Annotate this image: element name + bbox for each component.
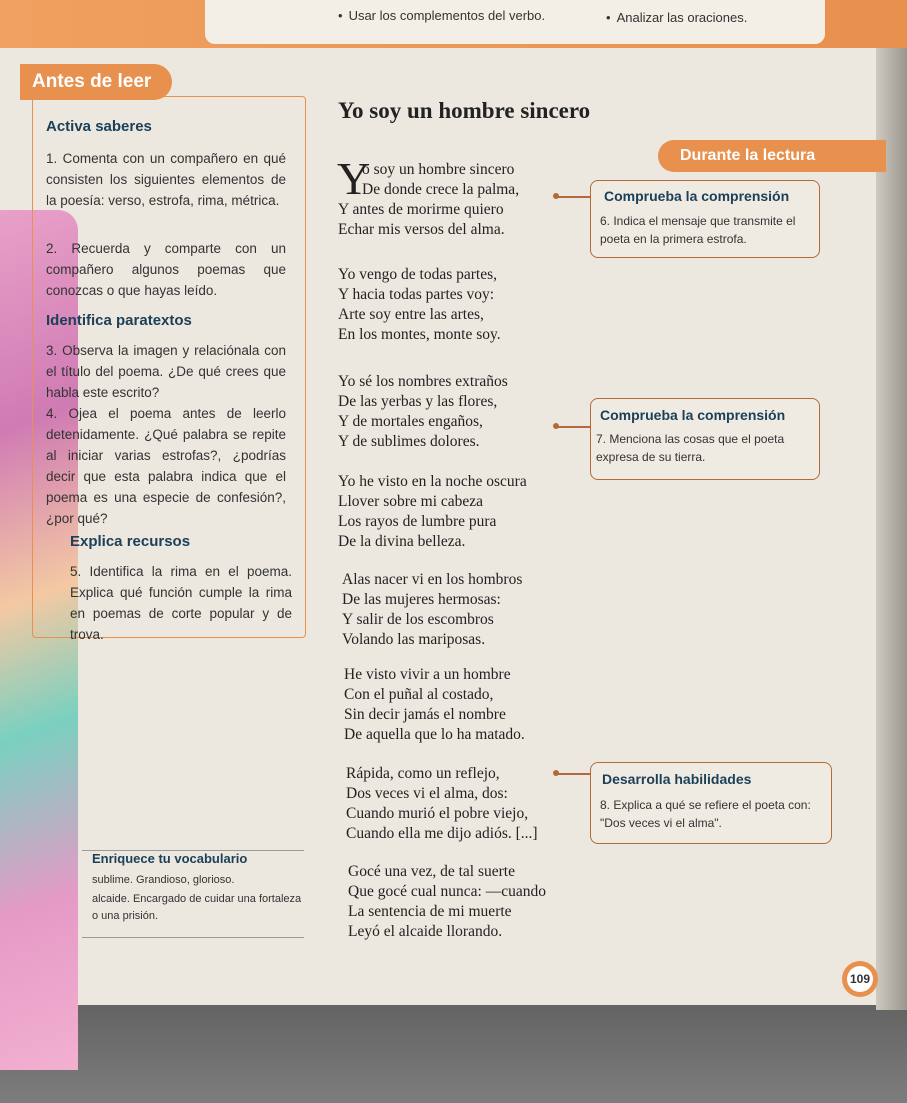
verse: De aquella que lo ha matado. — [344, 726, 525, 743]
verse: Con el puñal al costado, — [344, 686, 494, 703]
verse: Cuando ella me dijo adiós. [...] — [346, 825, 538, 842]
objective-item: • Analizar las oraciones. — [606, 10, 747, 25]
verse: Y salir de los escombros — [342, 611, 494, 628]
section-heading: Explica recursos — [70, 533, 191, 550]
verse: Yo sé los nombres extraños — [338, 373, 508, 390]
page-number-badge — [842, 961, 878, 997]
verse: Echar mis versos del alma. — [338, 221, 505, 238]
verse: Gocé una vez, de tal suerte — [348, 863, 515, 880]
objective-item: • Usar los complementos del verbo. — [338, 8, 545, 23]
section-heading: Activa saberes — [46, 118, 152, 135]
page-number: 109 — [847, 966, 873, 992]
verse: Cuando murió el pobre viejo, — [346, 805, 529, 822]
vocabulary-title: Enriquece tu vocabulario — [92, 851, 248, 866]
stanza-4 — [338, 472, 527, 552]
question-2: 2. Recuerda y comparte con un compañero algunos poemas que conozcas o que hayas leído. — [46, 241, 286, 298]
card-title: Desarrolla habilidades — [602, 771, 752, 787]
verse: Y antes de morirme quiero — [338, 201, 504, 218]
verse: o soy un hombre sincero — [362, 161, 515, 178]
connector-dot — [553, 193, 559, 199]
stanza-1-cont — [338, 200, 505, 240]
verse: Sin decir jamás el nombre — [344, 706, 506, 723]
verse: Alas nacer vi en los hombros — [342, 571, 523, 588]
connector-line — [556, 773, 590, 775]
verse: De las yerbas y las flores, — [338, 393, 498, 410]
verse: Volando las mariposas. — [342, 631, 486, 648]
verse: Y de mortales engaños, — [338, 413, 483, 430]
stanza-6 — [344, 665, 525, 745]
stanza-1 — [362, 160, 519, 200]
verse: Dos veces vi el alma, dos: — [346, 785, 508, 802]
verse: Llover sobre mi cabeza — [338, 493, 484, 510]
verse: Que gocé cual nunca: —cuando — [348, 883, 546, 900]
durante-la-lectura-tab: Durante la lectura — [658, 140, 886, 172]
verse: De las mujeres hermosas: — [342, 591, 501, 608]
verse: En los montes, monte soy. — [338, 326, 501, 343]
verse: He visto vivir a un hombre — [344, 666, 511, 683]
verse: De donde crece la palma, — [362, 181, 520, 198]
table-surface — [0, 990, 907, 1103]
vocabulary-entry-sublime: sublime. Grandioso, glorioso. — [92, 874, 235, 886]
question-3: 3. Observa la imagen y relaciónala con el título del poema. ¿De qué crees que habla este escrito? — [46, 343, 286, 400]
question-5: 5. Identifica la rima en el poema. Explica qué función cumple la rima en poemas de corte popular y de trova. — [70, 564, 292, 642]
card-title: Comprueba la comprensión — [600, 407, 786, 423]
connector-dot — [553, 770, 559, 776]
card-text: 7. Menciona las cosas que el poeta expresa de su tierra. — [596, 432, 785, 464]
question-1: 1. Comenta con un compañero en qué consisten los siguientes elementos de la poesía: verso, estrofa, rima, métrica. — [46, 151, 286, 208]
vocabulary-entry-alcaide: alcaide. Encargado de cuidar una fortaleza o una prisión. — [92, 893, 302, 922]
verse: Y hacia todas partes voy: — [338, 286, 495, 303]
stanza-8 — [348, 862, 546, 942]
verse: Yo he visto en la noche oscura — [338, 473, 527, 490]
card-text: 6. Indica el mensaje que transmite el poeta en la primera estrofa. — [600, 214, 796, 246]
verse: La sentencia de mi muerte — [348, 903, 512, 920]
question-4: 4. Ojea el poema antes de leerlo detenidamente. ¿Qué palabra se repite al iniciar varias estrofas?, ¿podrías decir que esta palabra indica que el poema es una especie de confesión?, ¿por qué? — [46, 406, 286, 526]
verse: Rápida, como un reflejo, — [346, 765, 500, 782]
connector-dot — [553, 423, 559, 429]
card-text: 8. Explica a qué se refiere el poeta con: "Dos veces vi el alma". — [600, 798, 811, 830]
stanza-7 — [346, 764, 538, 844]
poem-title: Yo soy un hombre sincero — [338, 98, 591, 123]
verse: Leyó el alcaide llorando. — [348, 923, 503, 940]
connector-line — [556, 426, 590, 428]
verse: Arte soy entre las artes, — [338, 306, 484, 323]
stanza-3 — [338, 372, 508, 452]
section-heading: Identifica paratextos — [46, 312, 192, 329]
card-title: Comprueba la comprensión — [604, 188, 790, 204]
connector-line — [556, 196, 590, 198]
verse: Yo vengo de todas partes, — [338, 266, 498, 283]
verse: Los rayos de lumbre pura — [338, 513, 497, 530]
drop-cap: Y — [337, 153, 371, 204]
verse: Y de sublimes dolores. — [338, 433, 480, 450]
stanza-2 — [338, 265, 501, 345]
verse: De la divina belleza. — [338, 533, 466, 550]
antes-de-leer-tab: Antes de leer — [20, 64, 172, 100]
stanza-5 — [342, 570, 522, 650]
